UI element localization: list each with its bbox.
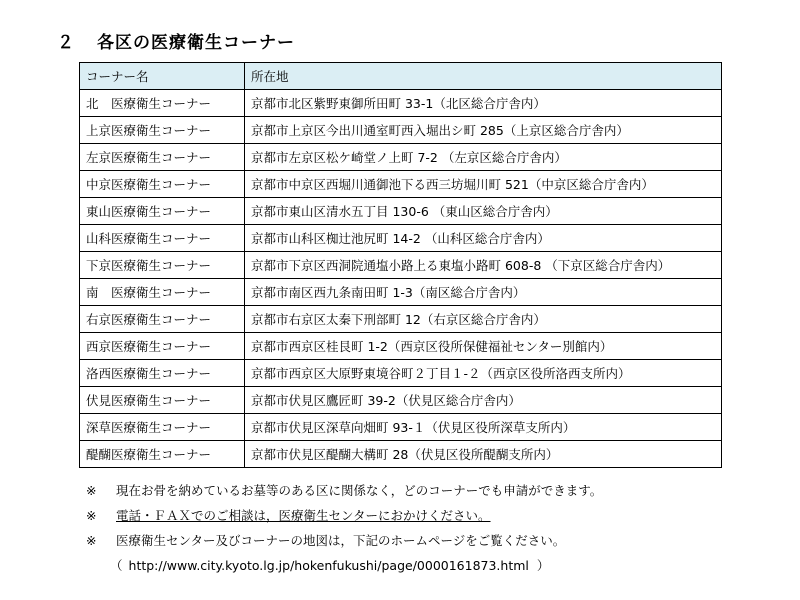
note-text: 電話・ＦＡＸでのご相談は，医療衛生センターにおかけください。 [116,508,491,523]
section-heading [57,28,295,53]
office-address: 京都市西京区大原野東境谷町２丁目１-２（西京区役所洛西支所内） [245,360,722,387]
table-row [80,279,722,306]
office-name: 上京医療衛生コーナー [80,117,245,144]
note-text: 医療衛生センター及びコーナーの地図は，下記のホームページをご覧ください。 [116,533,566,548]
office-address: 京都市伏見区鷹匠町 39-2（伏見区総合庁舎内） [245,387,722,414]
office-name: 洛西医療衛生コーナー [80,360,245,387]
office-address: 京都市東山区清水五丁目 130-6 （東山区総合庁舎内） [245,198,722,225]
note-mark: ※ [86,533,97,548]
table-row [80,306,722,333]
office-name: 北 医療衛生コーナー [80,90,245,117]
homepage-url-line [86,553,602,578]
table-row [80,225,722,252]
note-item [86,478,602,503]
table-row [80,117,722,144]
url-open-paren: （ [110,558,123,573]
table-row [80,360,722,387]
office-name: 下京医療衛生コーナー [80,252,245,279]
office-address: 京都市中京区西堀川通御池下る西三坊堀川町 521（中京区総合庁舎内） [245,171,722,198]
office-address: 京都市上京区今出川通室町西入堀出シ町 285（上京区総合庁舎内） [245,117,722,144]
table-row [80,171,722,198]
table-row [80,252,722,279]
office-address: 京都市南区西九条南田町 1-3（南区総合庁舎内） [245,279,722,306]
note-mark: ※ [86,508,97,523]
homepage-url[interactable]: http://www.city.kyoto.lg.jp/hokenfukushi/page/0000161873.html [128,558,529,573]
office-address: 京都市伏見区醍醐大構町 28（伏見区役所醍醐支所内） [245,441,722,468]
office-address: 京都市下京区西洞院通塩小路上る東塩小路町 608-8 （下京区総合庁舎内） [245,252,722,279]
office-address: 京都市北区紫野東御所田町 33-1（北区総合庁舎内） [245,90,722,117]
office-name: 西京医療衛生コーナー [80,333,245,360]
office-name: 東山医療衛生コーナー [80,198,245,225]
office-name: 南 医療衛生コーナー [80,279,245,306]
office-name: 醍醐医療衛生コーナー [80,441,245,468]
table-row [80,387,722,414]
office-address: 京都市右京区太秦下刑部町 12（右京区総合庁舎内） [245,306,722,333]
header-name: コーナー名 [80,63,245,90]
table-row [80,333,722,360]
table-row [80,441,722,468]
note-item [86,503,602,528]
office-name: 中京医療衛生コーナー [80,171,245,198]
office-address: 京都市山科区椥辻池尻町 14-2 （山科区総合庁舎内） [245,225,722,252]
office-name: 右京医療衛生コーナー [80,306,245,333]
table-row [80,198,722,225]
section-number: ２ [57,33,75,53]
note-mark: ※ [86,483,97,498]
office-address: 京都市左京区松ケ崎堂ノ上町 7-2 （左京区総合庁舎内） [245,144,722,171]
office-address: 京都市伏見区深草向畑町 93-１（伏見区役所深草支所内） [245,414,722,441]
table-header-row [80,63,722,90]
note-text: 現在お骨を納めているお墓等のある区に関係なく，どのコーナーでも申請ができます。 [116,483,603,498]
table-row [80,414,722,441]
notes [86,478,602,578]
note-item [86,528,602,553]
office-table [79,62,722,468]
office-name: 左京医療衛生コーナー [80,144,245,171]
header-address: 所在地 [245,63,722,90]
office-address: 京都市西京区桂艮町 1-2（西京区役所保健福祉センター別館内） [245,333,722,360]
table-row [80,144,722,171]
office-name: 山科医療衛生コーナー [80,225,245,252]
section-title: 各区の医療衛生コーナー [97,33,295,53]
url-close-paren: ） [536,558,550,573]
office-name: 伏見医療衛生コーナー [80,387,245,414]
table-row [80,90,722,117]
office-name: 深草医療衛生コーナー [80,414,245,441]
